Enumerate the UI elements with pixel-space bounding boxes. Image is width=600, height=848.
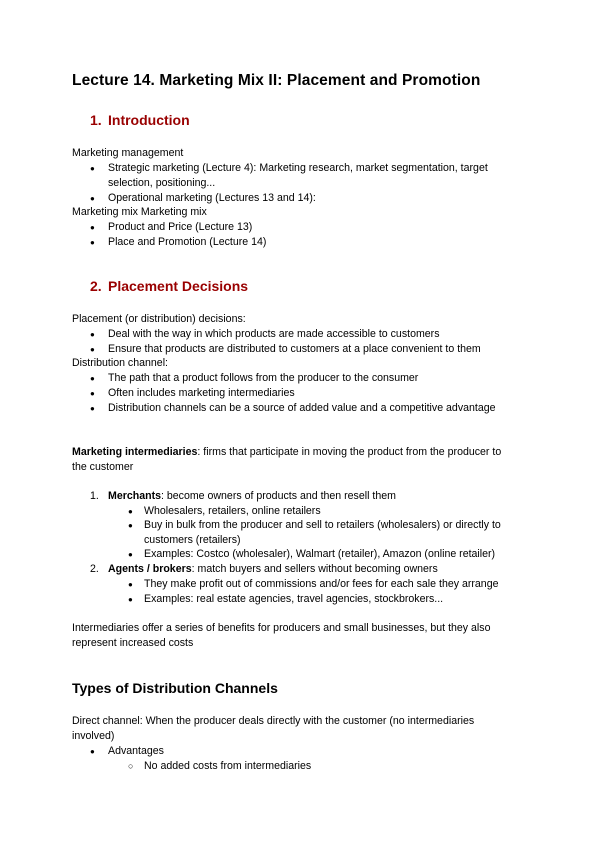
list-item: The path that a product follows from the producer to the consumer [108,372,419,384]
bullet-icon: ● [90,345,95,354]
list-item: Deal with the way in which products are made accessible to customers [108,328,440,340]
list-item: Examples: Costco (wholesaler), Walmart (retailer), Amazon (online retailer) [144,548,496,560]
list-item: Ensure that products are distributed to customers at a place convenient to them [108,343,481,355]
term-bold: Marketing intermediaries [72,446,198,458]
bullet-icon: ● [90,164,95,173]
list-item: They make profit out of commissions and/or fees for each sale they arrange [144,578,499,590]
bullet-icon: ● [90,238,95,247]
bullet-icon: ● [128,507,133,516]
bullet-icon: ● [90,330,95,339]
section-heading-introduction [90,112,190,128]
text-line: Marketing management [72,147,184,159]
list-item: Operational marketing (Lectures 13 and 14): [108,192,316,204]
list-number: 2. [90,563,99,575]
hollow-bullet-icon: ○ [128,761,134,771]
bullet-icon: ● [90,223,95,232]
text-line: Distribution channel: [72,357,168,369]
list-item: Place and Promotion (Lecture 14) [108,236,267,248]
numbered-item-agents [108,562,438,577]
paragraph-marketing-intermediaries [72,445,501,460]
bullet-icon: ● [128,521,133,530]
section-heading-placement-decisions [90,278,248,294]
text-line: Marketing mix Marketing mix [72,206,207,218]
bullet-icon: ● [128,580,133,589]
section-number: 2. [90,278,102,294]
section-number: 1. [90,112,102,128]
bullet-icon: ● [90,194,95,203]
text-line: Placement (or distribution) decisions: [72,313,246,325]
paragraph-continuation: involved) [72,730,115,742]
term-bold: Merchants [108,490,161,502]
definition-text: : match buyers and sellers without becoming owners [191,563,438,575]
bullet-icon: ● [90,374,95,383]
list-item: Advantages [108,745,164,757]
paragraph: Intermediaries offer a series of benefits for producers and small businesses, but they also [72,622,491,634]
sub-list-item: No added costs from intermediaries [144,760,312,772]
term-bold: Agents / brokers [108,563,192,575]
bullet-icon: ● [90,389,95,398]
numbered-item-merchants [108,489,396,504]
section-title: Introduction [108,112,190,128]
list-item: Distribution channels can be a source of added value and a competitive advantage [108,402,496,414]
list-item: Strategic marketing (Lecture 4): Marketing research, market segmentation, target [108,162,488,174]
list-item: Product and Price (Lecture 13) [108,221,253,233]
bullet-icon: ● [90,747,95,756]
list-item: Often includes marketing intermediaries [108,387,295,399]
subheading-types-of-distribution-channels: Types of Distribution Channels [72,680,278,696]
list-item-continuation: selection, positioning... [108,177,216,189]
paragraph-continuation: represent increased costs [72,637,194,649]
paragraph-continuation: the customer [72,461,134,473]
paragraph: Direct channel: When the producer deals directly with the customer (no intermediaries [72,715,475,727]
bullet-icon: ● [90,404,95,413]
definition-text: : become owners of products and then resell them [160,490,396,502]
list-item: Wholesalers, retailers, online retailers [144,505,321,517]
list-item: Examples: real estate agencies, travel agencies, stockbrokers... [144,593,444,605]
page-title: Lecture 14. Marketing Mix II: Placement and Promotion [72,72,481,89]
section-title: Placement Decisions [108,278,249,294]
list-item: Buy in bulk from the producer and sell to retailers (wholesalers) or directly to [144,519,501,531]
bullet-icon: ● [128,595,133,604]
bullet-icon: ● [128,550,133,559]
list-number: 1. [90,490,99,502]
list-item-continuation: customers (retailers) [144,534,241,546]
definition-text: : firms that participate in moving the product from the producer to [197,446,502,458]
